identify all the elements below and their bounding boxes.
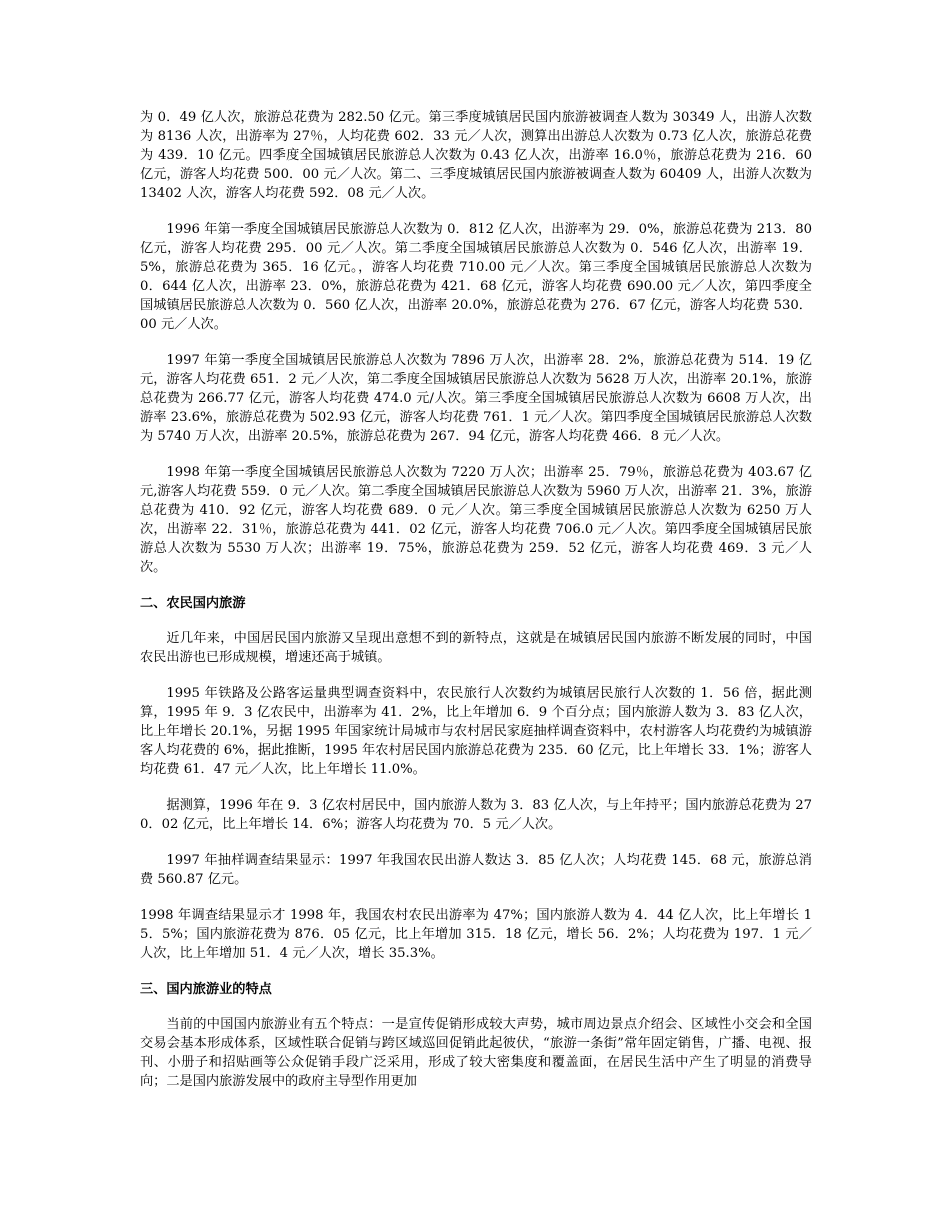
paragraph-rural-1997: 1997 年抽样调查结果显示：1997 年我国农民出游人数达 3．85 亿人次；人均花费 145．68 元，旅游总消费 560.87 亿元。	[140, 853, 812, 887]
paragraph-rural-1996: 据测算，1996 年在 9．3 亿农村居民中，国内旅游人数为 3．83 亿人次，与上年持平；国内旅游总花费为 270．02 亿元，比上年增长 14．6%；游客人均花费为 70．5 元／人次。	[140, 798, 812, 832]
paragraph-1998-urban: 1998 年第一季度全国城镇居民旅游总人次数为 7220 万人次；出游率 25．79％，旅游总花费为 403.67 亿元,游客人均花费 559．0 元／人次。第二季度全国城镇居民旅游总人次数为 5960 万人次，出游率 21．3%，旅游总花费为 410．92 亿元，游客人均花费 689．0 元／人次。第三季度全国城镇居民旅游总人次数为 6250 万人次，出游率 22．31％，旅游总花费为 441．02 亿元，游客人均花费 706.0 元／人次。第四季度全国城镇居民旅游总人次数为 5530 万人次；出游率 19．75%，旅游总花费为 259．52 亿元，游客人均花费 469．3 元／人次。	[140, 465, 812, 575]
paragraph-1996-urban: 1996 年第一季度全国城镇居民旅游总人次数为 0．812 亿人次，出游率为 29．0%，旅游总花费为 213．80 亿元，游客人均花费 295．00 元／人次。第二季度全国城镇居民旅游总人次数为 0．546 亿人次，出游率 19．5%，旅游总花费为 365．16 亿元。，游客人均花费 710.00 元／人次。第三季度全国城镇居民旅游总人次数为 0．644 亿人次，出游率 23．0%，旅游总花费为 421．68 亿元，游客人均花费 690.00 元／人次，第四季度全国城镇居民旅游总人次数为 0．560 亿人次，出游率 20.0%，旅游总花费为 276．67 亿元，游客人均花费 530．00 元／人次。	[140, 222, 812, 332]
paragraph-rural-1998: 1998 年调查结果显示才 1998 年，我国农村农民出游率为 47%；国内旅游人数为 4．44 亿人次，比上年增长 15．5%；国内旅游花费为 876．05 亿元，比上年增加 315．18 亿元，增长 56．2%；人均花费为 197．1 元／人次，比上年增加 51．4 元／人次，增长 35.3%。	[140, 908, 812, 961]
paragraph-rural-intro: 近几年来，中国居民国内旅游又呈现出意想不到的新特点，这就是在城镇居民国内旅游不断发展的同时，中国农民出游也已形成规模，增速还高于城镇。	[140, 631, 812, 665]
paragraph-1997-urban: 1997 年第一季度全国城镇居民旅游总人次数为 7896 万人次，出游率 28．2%，旅游总花费为 514．19 亿元，游客人均花费 651．2 元／人次，第二季度全国城镇居民旅游总人次数为 5628 万人次，出游率 20.1%，旅游总花费为 266.77 亿元，游客人均花费 474.0 元/人次。第三季度全国城镇居民旅游总人次数为 6608 万人次，出游率 23.6%，旅游总花费为 502.93 亿元，游客人均花费 761．1 元／人次。第四季度全国城镇居民旅游总人次数为 5740 万人次，出游率 20.5%，旅游总花费为 267．94 亿元，游客人均花费 466．8 元／人次。	[140, 353, 812, 444]
paragraph-rural-1995: 1995 年铁路及公路客运量典型调查资料中，农民旅行人次数约为城镇居民旅行人次数的 1．56 倍，据此测算，1995 年 9．3 亿农民中，出游率为 41．2%，比上年增加 6．9 个百分点；国内旅游人数为 3．83 亿人次，比上年增长 20.1%，另据 1995 年国家统计局城市与农村居民家庭抽样调查资料中，农村游客人均花费约为城镇游客人均花费的 6%，据此推断，1995 年农村居民国内旅游总花费为 235．60 亿元，比上年增长 33．1%；游客人均花费 61．47 元／人次，比上年增长 11.0%。	[140, 686, 812, 777]
paragraph-features: 当前的中国国内旅游业有五个特点：一是宣传促销形成较大声势，城市周边景点介绍会、区域性小交会和全国交易会基本形成体系，区域性联合促销与跨区域巡回促销此起彼伏，“旅游一条街”常年固定销售，广播、电视、报刊、小册子和招贴画等公众促销手段广泛采用，形成了较大密集度和覆盖面，在居民生活中产生了明显的消费导向；二是国内旅游发展中的政府主导型作用更加	[140, 1017, 812, 1089]
document-page	[140, 108, 812, 1108]
section-heading-domestic-features: 三、国内旅游业的特点	[140, 982, 272, 997]
paragraph-1995-continued: 为 0．49 亿人次，旅游总花费为 282.50 亿元。第三季度城镇居民国内旅游被调查人数为 30349 人，出游人次数为 8136 人次，出游率为 27％，人均花费 602．33 元／人次，测算出出游总人次数为 0.73 亿人次，旅游总花费为 439．10 亿元。四季度全国城镇居民旅游总人次数为 0.43 亿人次，出游率 16.0％，旅游总花费为 216．60 亿元，游客人均花费 500．00 元／人次。第二、三季度城镇居民国内旅游被调查人数为 60409 人，出游人次数为 13402 人次，游客人均花费 592．08 元／人次。	[140, 110, 812, 201]
section-heading-rural-tourism: 二、农民国内旅游	[140, 596, 246, 611]
